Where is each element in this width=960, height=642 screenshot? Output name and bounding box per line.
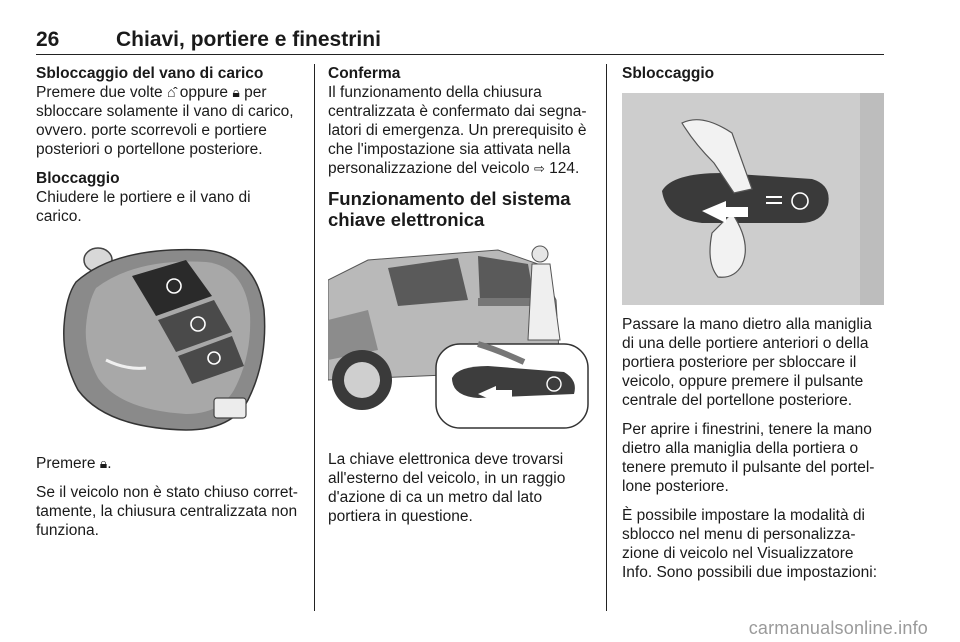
paragraph-keyless: La chiave elettronica deve trovarsi all'esterno del veicolo, in un raggio d'azione di ca un metro dal lato portiera in questione. (328, 451, 566, 525)
paragraph-confirm: Il funzionamento della chiusura centralizzata è confermato dai segna-latori di emergenza. Un prerequisito è che l'impostazione sia attivata nella personalizzazione del veicolo ⇨ 124. (328, 84, 587, 177)
column-3 (622, 64, 884, 582)
paragraph-lock: Chiudere le portiere e il vano di carico. (36, 189, 251, 225)
page-number: 26 (36, 28, 60, 51)
reference-arrow-icon: ⇨ (533, 161, 545, 176)
chapter-title: Chiavi, portiere e finestrini (116, 28, 381, 51)
heading-unlock: Sbloccaggio (622, 65, 715, 82)
keyless-figure (328, 240, 590, 440)
heading-cargo-unlock: Sbloccaggio del vano di carico (36, 65, 264, 82)
column-divider-1 (314, 64, 315, 611)
column-2 (328, 64, 590, 526)
site-watermark: carmanualsonline.info (748, 618, 928, 638)
key-fob-illustration (36, 240, 298, 444)
key-fob-figure (36, 240, 298, 444)
column-divider-2 (606, 64, 607, 611)
cargo-unlock-icon: ⌂̂ (166, 84, 176, 100)
heading-lock: Bloccaggio (36, 170, 120, 187)
paragraph-hand-unlock: Passare la mano dietro alla maniglia di una delle portiere anteriori o della portiera posteriore per sbloccare il veicolo, oppure premere il pulsante centrale del portellone posteriore. (622, 316, 872, 409)
paragraph-cargo-unlock: Premere due volte ⌂̂ oppure 🔒︎ per sbloccare solamente il vano di carico, ovvero. porte scorrevoli e portiere posteriori o portellone posteriore. (36, 84, 294, 158)
lock-icon: 🔒︎ (232, 84, 240, 100)
paragraph-press-lock: Premere 🔒︎. (36, 455, 112, 472)
paragraph-incorrect-lock: Se il veicolo non è stato chiuso corret-tamente, la chiusura centralizzata non funziona. (36, 484, 298, 539)
door-handle-figure (622, 93, 884, 305)
paragraph-settings: È possibile impostare la modalità di sblocco nel menu di personalizza-zione di veicolo nel Visualizzatore Info. Sono possibili due impostazioni: (622, 507, 878, 581)
heading-confirm: Conferma (328, 65, 401, 82)
heading-keyless: Funzionamento del sistema chiave elettronica (328, 188, 571, 230)
page-reference-link[interactable]: 124. (549, 160, 580, 177)
column-1 (36, 64, 298, 540)
door-handle-illustration (622, 93, 884, 305)
paragraph-windows: Per aprire i finestrini, tenere la mano dietro alla maniglia della portiera o tenere premuto il pulsante del portel-lone posteriore. (622, 421, 875, 495)
lock-icon: 🔒︎ (99, 455, 108, 471)
keyless-car-illustration (328, 240, 590, 440)
page-header (36, 28, 884, 55)
